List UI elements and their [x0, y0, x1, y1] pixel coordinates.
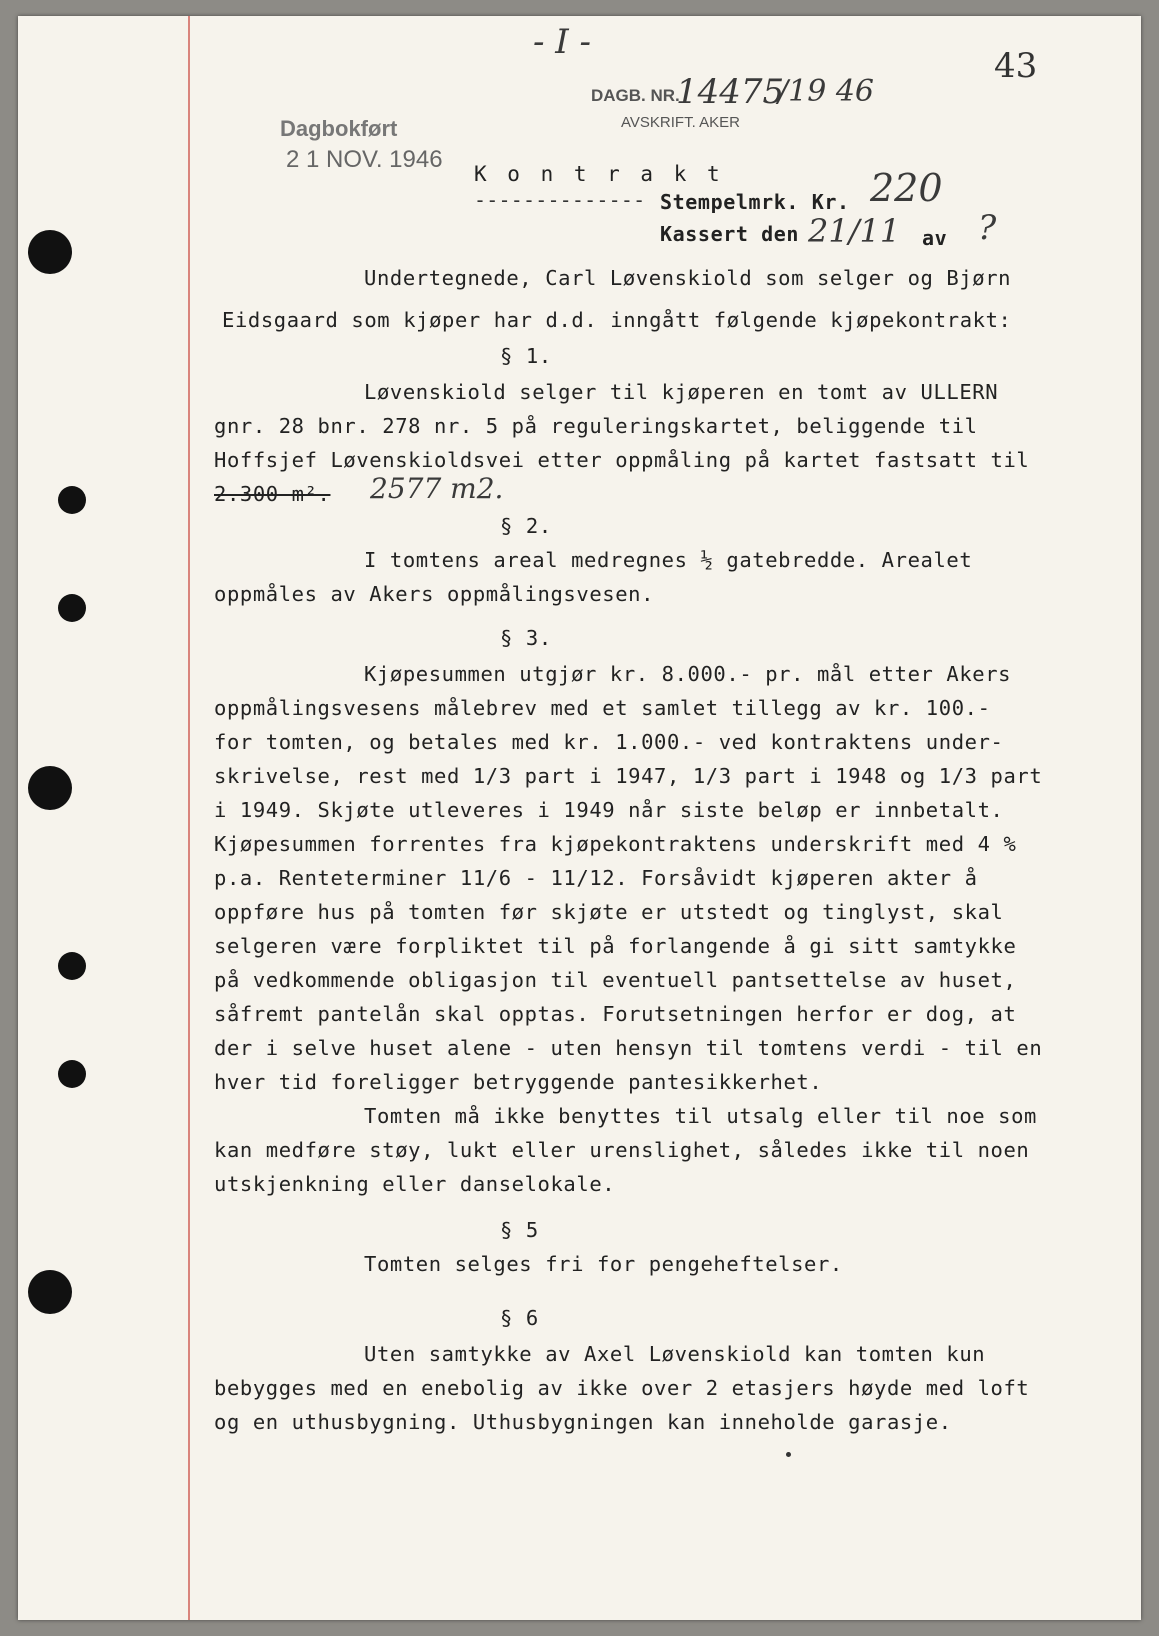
intro-line: Eidsgaard som kjøper har d.d. inngått følgende kjøpekontrakt:: [222, 308, 1012, 332]
body-line: gnr. 28 bnr. 278 nr. 5 på reguleringskartet, beliggende til: [214, 414, 978, 438]
body-line: I tomtens areal medregnes ½ gatebredde. Arealet: [364, 548, 973, 572]
section-heading: § 5: [500, 1218, 539, 1242]
intro-line: Undertegnede, Carl Løvenskiold som selger og Bjørn: [364, 266, 1012, 290]
body-line: utskjenkning eller danselokale.: [214, 1172, 616, 1196]
avskrift-stamp: AVSKRIFT. AKER: [621, 114, 740, 131]
punch-hole: [58, 952, 86, 980]
body-line: såfremt pantelån skal opptas. Forutsetningen herfor er dog, at: [214, 1002, 1017, 1026]
handwritten-area: 2577 m2.: [370, 472, 504, 505]
body-line: Uten samtykke av Axel Løvenskiold kan tomten kun: [364, 1342, 986, 1366]
body-line: Tomten selges fri for pengeheftelser.: [364, 1252, 843, 1276]
dagb-year: /19 46: [778, 74, 874, 109]
punch-hole: [58, 486, 86, 514]
body-line: oppmålingsvesens målebrev med et samlet tillegg av kr. 100.-: [214, 696, 991, 720]
body-line: bebygges med en enebolig av ikke over 2 etasjers høyde med loft: [214, 1376, 1030, 1400]
body-line: Tomten må ikke benyttes til utsalg eller til noe som: [364, 1104, 1037, 1128]
body-line: skrivelse, rest med 1/3 part i 1947, 1/3 part i 1948 og 1/3 part: [214, 764, 1043, 788]
body-line: Kjøpesummen utgjør kr. 8.000.- pr. mål etter Akers: [364, 662, 1012, 686]
body-line: hver tid foreligger betryggende pantesikkerhet.: [214, 1070, 823, 1094]
section-heading: § 3.: [500, 626, 552, 650]
body-line: Kjøpesummen forrentes fra kjøpekontraktens underskrift med 4 %: [214, 832, 1017, 856]
punch-hole: [28, 1270, 72, 1314]
stempel-value: 220: [870, 166, 943, 210]
struck-area: 2.300 m².: [214, 482, 331, 506]
body-line: på vedkommende obligasjon til eventuell pantsettelse av huset,: [214, 968, 1017, 992]
punch-hole: [58, 1060, 86, 1088]
dagbokfort-stamp: Dagbokført: [280, 116, 398, 141]
body-line: selgeren være forpliktet til på forlangende å gi sitt samtykke: [214, 934, 1017, 958]
punch-hole: [28, 766, 72, 810]
body-line: oppmåles av Akers oppmålingsvesen.: [214, 582, 655, 606]
kassert-date: 21/11: [808, 212, 901, 250]
kassert-label: Kassert den: [660, 222, 800, 246]
document-title: K o n t r a k t: [474, 162, 724, 186]
body-line: Løvenskiold selger til kjøperen en tomt av ULLERN: [364, 380, 999, 404]
red-margin-line: [188, 16, 190, 1620]
body-line: og en uthusbygning. Uthusbygningen kan inneholde garasje.: [214, 1410, 952, 1434]
ink-dot: [786, 1452, 791, 1457]
body-line: p.a. Renteterminer 11/6 - 11/12. Forsåvidt kjøperen akter å: [214, 866, 978, 890]
section-heading: § 2.: [500, 514, 552, 538]
top-mark: - I -: [533, 22, 592, 62]
document-page: [18, 16, 1141, 1620]
punch-hole: [28, 230, 72, 274]
body-line: i 1949. Skjøte utleveres i 1949 når siste beløp er innbetalt.: [214, 798, 1004, 822]
dagb-number: 14475: [676, 72, 785, 112]
section-heading: § 1.: [500, 344, 552, 368]
body-line: for tomten, og betales med kr. 1.000.- ved kontraktens under-: [214, 730, 1004, 754]
kassert-sign: ?: [978, 208, 997, 248]
body-line: kan medføre støy, lukt eller urenslighet, således ikke til noen: [214, 1138, 1030, 1162]
body-line: der i selve huset alene - uten hensyn til tomtens verdi - til en: [214, 1036, 1043, 1060]
punch-hole: [58, 594, 86, 622]
title-underline: --------------: [474, 188, 646, 212]
body-line: Hoffsjef Løvenskioldsvei etter oppmåling på kartet fastsatt til: [214, 448, 1030, 472]
kassert-av: av: [922, 226, 948, 250]
stamp-date: 2 1 NOV. 1946: [286, 146, 443, 173]
body-line: oppføre hus på tomten før skjøte er utstedt og tinglyst, skal: [214, 900, 1004, 924]
section-heading: § 6: [500, 1306, 539, 1330]
dagb-label: DAGB. NR.: [591, 86, 680, 105]
page-number: 43: [994, 46, 1038, 86]
stempel-label: Stempelmrk. Kr.: [660, 190, 850, 214]
